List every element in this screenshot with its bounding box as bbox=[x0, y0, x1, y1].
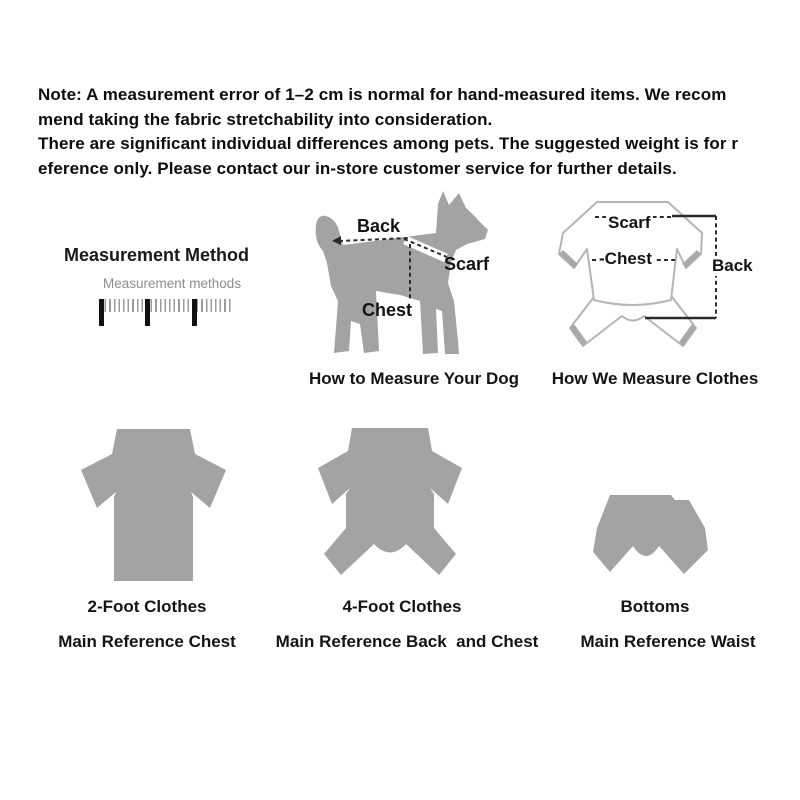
ruler-mark bbox=[145, 299, 150, 326]
clothes-scarf-label: Scarf bbox=[608, 213, 651, 232]
dog-scarf-label: Scarf bbox=[444, 254, 490, 274]
dog-back-label: Back bbox=[357, 216, 401, 236]
measurement-method-title: Measurement Method bbox=[64, 245, 250, 265]
dog-chest-label: Chest bbox=[362, 300, 413, 320]
note-line-3: There are significant individual differences among pets. The suggested weight is for r bbox=[38, 134, 739, 153]
two-foot-clothes-reference: Main Reference Chest bbox=[58, 632, 236, 651]
dog-silhouette-icon bbox=[305, 188, 550, 363]
note-line-2: mend taking the fabric stretchability into consideration. bbox=[38, 109, 493, 129]
bottoms-name: Bottoms bbox=[620, 597, 690, 616]
clothes-chest-label: -Chest bbox=[599, 249, 652, 268]
two-foot-clothes-silhouette-icon bbox=[70, 425, 235, 585]
two-foot-clothes-name: 2-Foot Clothes bbox=[87, 597, 207, 616]
measurement-methods-subtitle: Measurement methods bbox=[103, 276, 242, 291]
dog-diagram-caption: How to Measure Your Dog bbox=[308, 369, 519, 388]
four-foot-clothes-name: 4-Foot Clothes bbox=[342, 597, 462, 616]
clothes-back-label: Back bbox=[712, 256, 753, 275]
four-foot-clothes-reference: Main Reference Back and Chest bbox=[275, 632, 539, 651]
ruler-icon bbox=[99, 299, 235, 327]
bottoms-silhouette-icon bbox=[585, 488, 720, 583]
note-line-4: eference only. Please contact our in-store customer service for further details. bbox=[38, 158, 677, 178]
note-line-1: Note: A measurement error of 1–2 cm is normal for hand-measured items. We recom bbox=[38, 85, 727, 104]
ruler-mark bbox=[99, 299, 104, 326]
ruler-mark bbox=[192, 299, 197, 326]
note-text bbox=[38, 83, 783, 181]
clothes-diagram-caption: How We Measure Clothes bbox=[551, 369, 759, 388]
bottoms-reference: Main Reference Waist bbox=[580, 632, 756, 651]
ruler-ticks bbox=[100, 299, 233, 312]
four-foot-clothes-silhouette-icon bbox=[310, 420, 475, 585]
